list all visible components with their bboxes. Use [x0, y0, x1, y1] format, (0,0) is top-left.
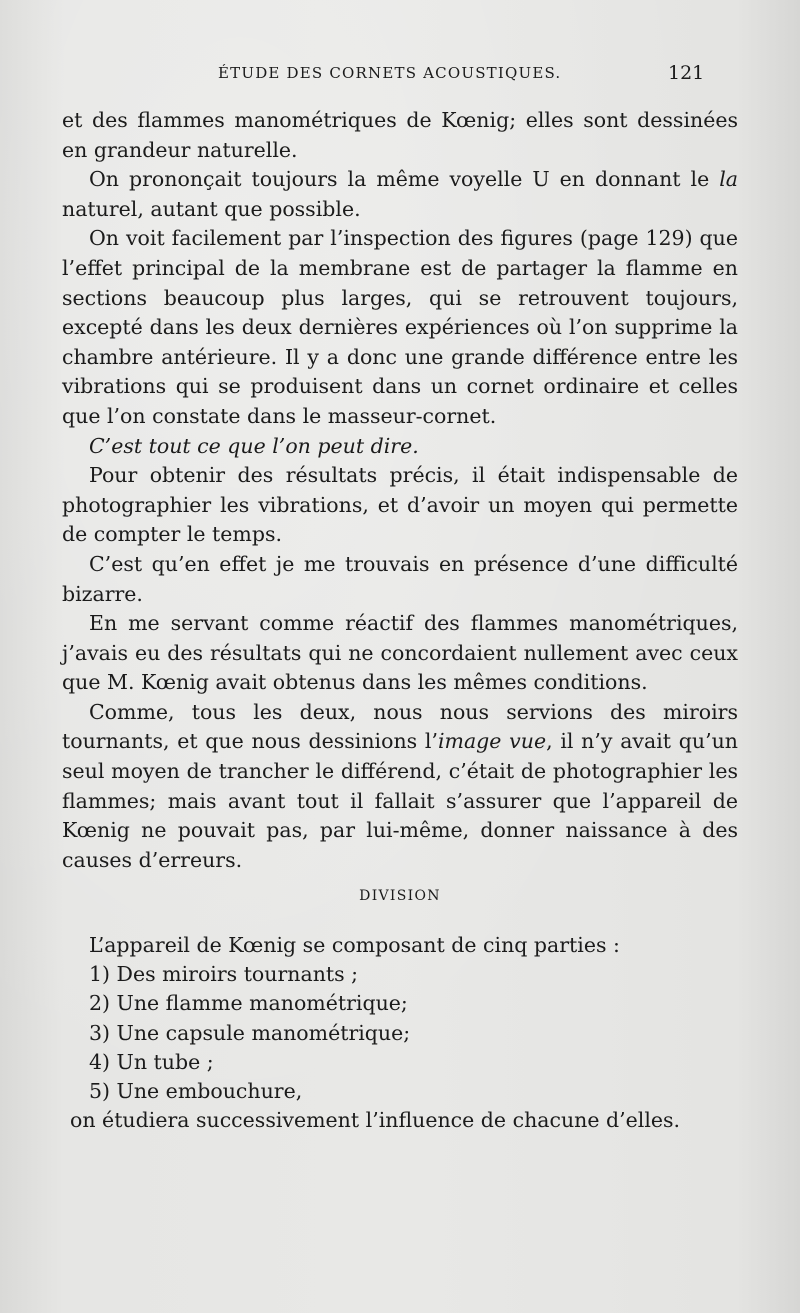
paragraph-7: En me servant comme réactif des flammes manométriques, j’avais eu des résultats qui ne concordaient nullement avec ceux que M. Kœnig avait obtenus dans les mêmes conditions.: [62, 611, 738, 695]
paragraph-4: [62, 432, 738, 462]
list-item: 3) Une capsule manométrique;: [89, 1020, 411, 1045]
paragraph-5: Pour obtenir des résultats précis, il était indispensable de photographier les vibrations, et d’avoir un moyen qui permette de compter le temps.: [62, 463, 738, 547]
list-item: 4) Un tube ;: [89, 1049, 214, 1074]
list-intro: L’appareil de Kœnig se composant de cinq parties :: [89, 933, 620, 957]
body-text: [62, 106, 738, 875]
list-item: 1) Des miroirs tournants ;: [89, 962, 359, 987]
paragraph-3: On voit facilement par l’inspection des figures (page 129) que l’effet principal de la membrane est de partager la flamme en sections beaucoup plus larges, qui se retrouvent toujours, excepté dans les deux dernières expériences où l’on supprime la chambre antérieure. Il y a donc une grande différence entre les vibrations qui se produisent dans un cornet ordinaire et celles que l’on constate dans le masseur-cornet.: [62, 226, 738, 428]
list-closing: on étudiera successivement l’influence de chacune d’elles.: [70, 1108, 681, 1133]
paragraph-2-end: naturel, autant que possible.: [62, 196, 361, 221]
paragraph-8-italic: image vue: [437, 729, 547, 754]
page-number: 121: [668, 62, 705, 84]
running-title: ÉTUDE DES CORNETS ACOUSTIQUES.: [218, 64, 562, 82]
list-item: 5) Une embouchure,: [89, 1079, 303, 1104]
paragraph-6: C’est qu’en effet je me trouvais en présence d’une difficulté bizarre.: [62, 551, 738, 606]
paragraph-8-end: , il n’y avait qu’un seul moyen de trancher le différend, c’était de photographier les flammes; mais avant tout il fallait s’assurer que l’appareil de Kœnig ne pouvait pas, par lui-même, donner naissance à des causes d’erreurs.: [62, 729, 738, 872]
paragraph-2: [62, 165, 738, 224]
paragraph-8-start: Comme, tous les deux, nous nous servions des miroirs tournants, et que nous dessinions l’: [62, 699, 738, 754]
paragraph-2-start: On prononçait toujours la même voyelle U en donnant le: [89, 167, 720, 192]
section-heading: DIVISION: [359, 888, 441, 904]
paragraph-8: [62, 698, 738, 876]
component-list: [62, 931, 738, 1135]
page-header: [0, 62, 800, 86]
list-item: 2) Une flamme manométrique;: [89, 991, 408, 1016]
paragraph-1: et des flammes manométriques de Kœnig; elles sont dessinées en grandeur naturelle.: [62, 108, 738, 162]
paragraph-2-italic: la: [719, 167, 738, 192]
paragraph-4-italic: C’est tout ce que l’on peut dire.: [89, 433, 419, 458]
